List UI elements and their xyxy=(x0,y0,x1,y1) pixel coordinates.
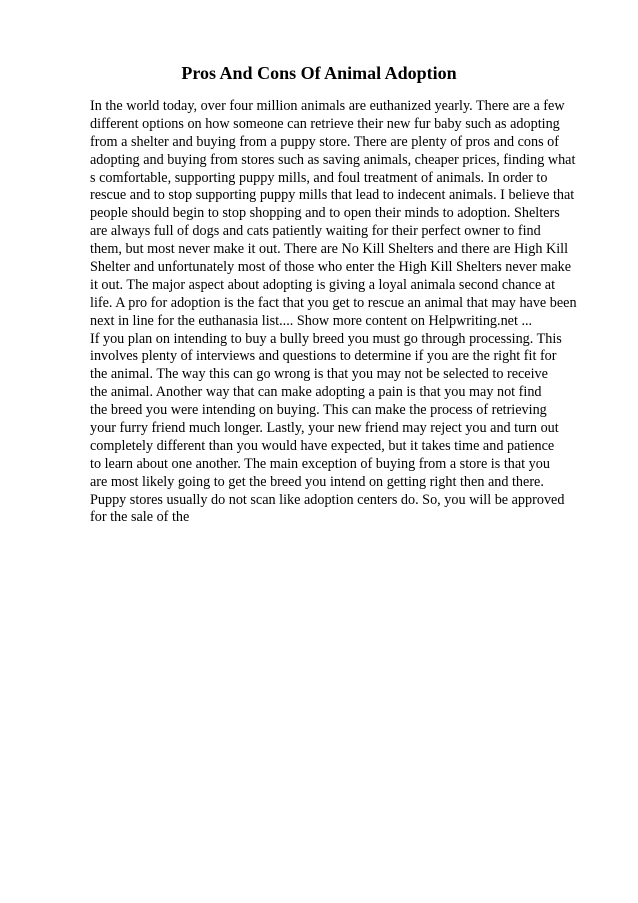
text-line: from a shelter and buying from a puppy store. There are plenty of pros and cons of xyxy=(90,133,559,150)
text-line: it out. The major aspect about adopting is giving a loyal animala second chance at xyxy=(90,276,556,293)
text-line: s comfortable, supporting puppy mills, and foul treatment of animals. In order to xyxy=(90,169,548,186)
text-line: In the world today, over four million animals are euthanized yearly. There are a few xyxy=(90,98,565,114)
text-line: are most likely going to get the breed you intend on getting right then and there. xyxy=(90,473,544,490)
text-line: the animal. The way this can go wrong is that you may not be selected to receive xyxy=(90,366,548,383)
text-line: next in line for the euthanasia list.... Show more content on Helpwriting.net ... xyxy=(90,312,533,329)
text-line: the animal. Another way that can make adopting a pain is that you may not find xyxy=(90,384,542,401)
text-line: life. A pro for adoption is the fact that you get to rescue an animal that may have been xyxy=(90,294,577,311)
text-line: different options on how someone can retrieve their new fur baby such as adopting xyxy=(90,115,560,132)
text-line: completely different than you would have expected, but it takes time and patience xyxy=(90,437,555,454)
text-line: Shelter and unfortunately most of those who enter the High Kill Shelters never make xyxy=(90,259,572,276)
text-line: the breed you were intending on buying. This can make the process of retrieving xyxy=(90,402,547,419)
body-text xyxy=(90,98,610,527)
text-line: are always full of dogs and cats patiently waiting for their perfect owner to find xyxy=(90,223,541,240)
text-line: your furry friend much longer. Lastly, your new friend may reject you and turn out xyxy=(90,420,559,437)
text-line: for the sale of the xyxy=(90,509,190,526)
text-line: adopting and buying from stores such as saving animals, cheaper prices, finding what xyxy=(90,151,576,168)
text-line: If you plan on intending to buy a bully breed you must go through processing. This xyxy=(90,330,562,347)
text-line: involves plenty of interviews and questions to determine if you are the right fit for xyxy=(90,348,557,365)
text-line: to learn about one another. The main exception of buying from a store is that you xyxy=(90,455,550,472)
text-line: Puppy stores usually do not scan like adoption centers do. So, you will be approved xyxy=(90,491,565,508)
text-line: rescue and to stop supporting puppy mills that lead to indecent animals. I believe that xyxy=(90,187,575,204)
page-title: Pros And Cons Of Animal Adoption xyxy=(181,63,457,83)
text-line: people should begin to stop shopping and to open their minds to adoption. Shelters xyxy=(90,205,560,222)
text-line: them, but most never make it out. There are No Kill Shelters and there are High Kill xyxy=(90,241,569,258)
